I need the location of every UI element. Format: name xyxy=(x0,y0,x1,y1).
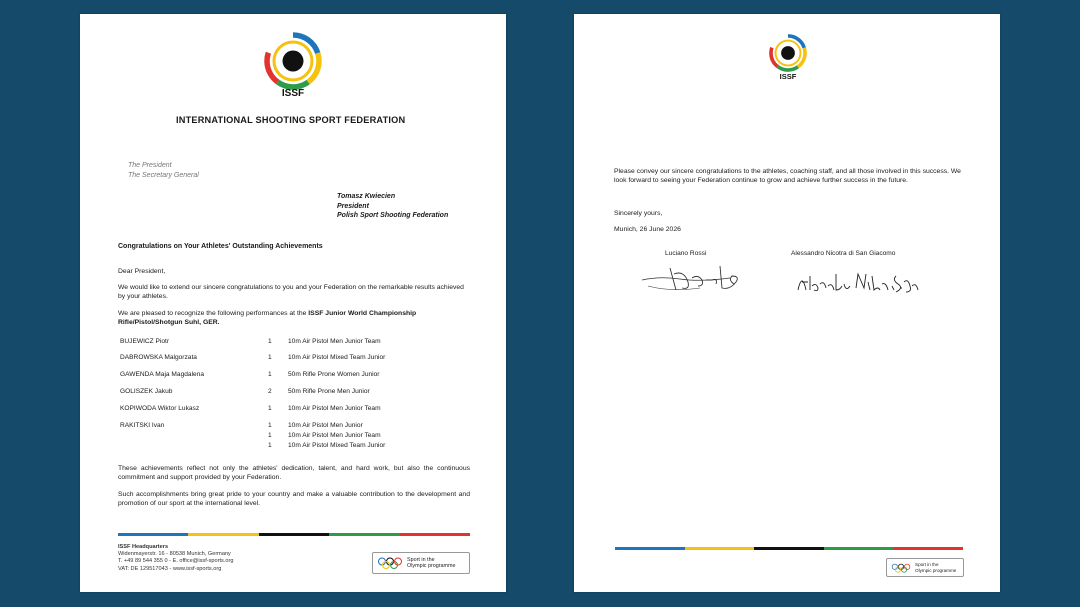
letter-subject: Congratulations on Your Athletes' Outstanding Achievements xyxy=(118,243,323,250)
result-event: 10m Air Pistol Mixed Team Junior xyxy=(288,442,386,449)
result-event: 50m Rifle Prone Men Junior xyxy=(288,388,370,395)
result-event: 10m Air Pistol Men Junior Team xyxy=(288,405,381,412)
result-rank: 1 xyxy=(268,405,272,412)
result-rank: 1 xyxy=(268,422,272,429)
result-rank: 1 xyxy=(268,354,272,361)
result-event: 10m Air Pistol Men Junior Team xyxy=(288,432,381,439)
paragraph-2 xyxy=(118,310,470,327)
result-athlete-name: KOPIWODA Wiktor Lukasz xyxy=(120,405,200,412)
color-stripe xyxy=(118,533,470,536)
recipient-title: President xyxy=(337,202,369,210)
sign-off: Sincerely yours, xyxy=(614,210,663,217)
badge-text xyxy=(915,562,956,573)
hq-address: Widenmayerstr. 16 - 80538 Munich, Germany xyxy=(118,551,231,558)
badge-line-1: Sport in the xyxy=(407,556,435,563)
result-event: 50m Rifle Prone Women Junior xyxy=(288,371,380,378)
olympic-badge xyxy=(372,552,470,574)
closing-paragraph: Please convey our sincere congratulations to the athletes, coaching staff, and all those involved in this success. We look forward to seeing your Federation continue to grow and achieve further success in the future. xyxy=(614,168,961,184)
letter-page-2 xyxy=(574,14,1000,592)
sender-line: The Secretary General xyxy=(128,172,199,179)
result-athlete-name: RAKITSKI Ivan xyxy=(120,422,165,429)
result-athlete-name: DABROWSKA Malgorzata xyxy=(120,354,197,361)
issf-logo xyxy=(768,34,808,86)
issf-logo xyxy=(263,32,323,102)
recipient-org: Polish Sport Shooting Federation xyxy=(337,212,449,219)
result-rank: 1 xyxy=(268,432,272,439)
footer-address xyxy=(118,544,234,573)
result-rank: 2 xyxy=(268,388,272,395)
olympic-badge xyxy=(886,558,964,577)
issf-target-icon xyxy=(768,34,808,72)
result-athlete-name: BUJEWICZ Piotr xyxy=(120,338,170,345)
result-rank: 1 xyxy=(268,371,272,378)
signatory-1-name: Luciano Rossi xyxy=(665,250,707,257)
color-stripe xyxy=(615,547,963,550)
org-name: INTERNATIONAL SHOOTING SPORT FEDERATION xyxy=(176,115,406,125)
result-event: 10m Air Pistol Men Junior Team xyxy=(288,338,381,345)
result-rank: 1 xyxy=(268,442,272,449)
letter-page-1 xyxy=(80,14,506,592)
olympic-rings-icon xyxy=(891,563,911,573)
badge-line-2: Olympic programme xyxy=(915,567,957,573)
result-rank: 1 xyxy=(268,338,272,345)
olympic-rings-icon xyxy=(377,557,403,569)
paragraph-2-event: ISSF Junior World Championship Rifle/Pistol/Shotgun Suhl, GER. xyxy=(118,310,417,326)
badge-line-2: Olympic programme xyxy=(407,563,456,569)
recipient-block xyxy=(337,192,448,221)
hq-contact: T. +49 89 544 355 0 - E. office@issf-sports.org xyxy=(118,558,234,565)
paragraph-1: We would like to extend our sincere congratulations to you and your Federation on the remarkable results achieved by your athletes. xyxy=(118,284,464,300)
recipient-name: Tomasz Kwiecien xyxy=(337,193,396,200)
result-event: 10m Air Pistol Men Junior xyxy=(288,422,363,429)
signature-1 xyxy=(640,260,750,301)
hq-title: ISSF Headquarters xyxy=(118,544,169,550)
paragraph-4: Such accomplishments bring great pride to your country and make a valuable contribution to the development and promotion of our sport at the international level. xyxy=(118,491,470,507)
signatory-2-name: Alessandro Nicotra di San Giacomo xyxy=(791,250,896,257)
badge-line-1: Sport in the xyxy=(915,562,939,568)
letter-date: Munich, 26 June 2026 xyxy=(614,226,681,233)
logo-text: ISSF xyxy=(779,72,797,81)
badge-text xyxy=(407,557,456,570)
hq-vat: VAT: DE 129517043 - www.issf-sports.org xyxy=(118,565,222,572)
sender-block xyxy=(128,161,199,181)
paragraph-2-intro: We are pleased to recognize the following performances at the xyxy=(118,310,309,317)
greeting: Dear President, xyxy=(118,268,166,275)
result-event: 10m Air Pistol Mixed Team Junior xyxy=(288,354,386,361)
logo-text: ISSF xyxy=(281,88,305,99)
result-athlete-name: GOLISZEK Jakub xyxy=(120,388,173,395)
signature-2 xyxy=(796,268,921,303)
result-athlete-name: GAWENDA Maja Magdalena xyxy=(120,371,205,378)
issf-target-icon xyxy=(263,32,323,90)
paragraph-3: These achievements reflect not only the athletes' dedication, talent, and hard work, but also the continuous commitment and support provided by your Federation. xyxy=(118,465,470,481)
sender-line: The President xyxy=(128,162,172,169)
